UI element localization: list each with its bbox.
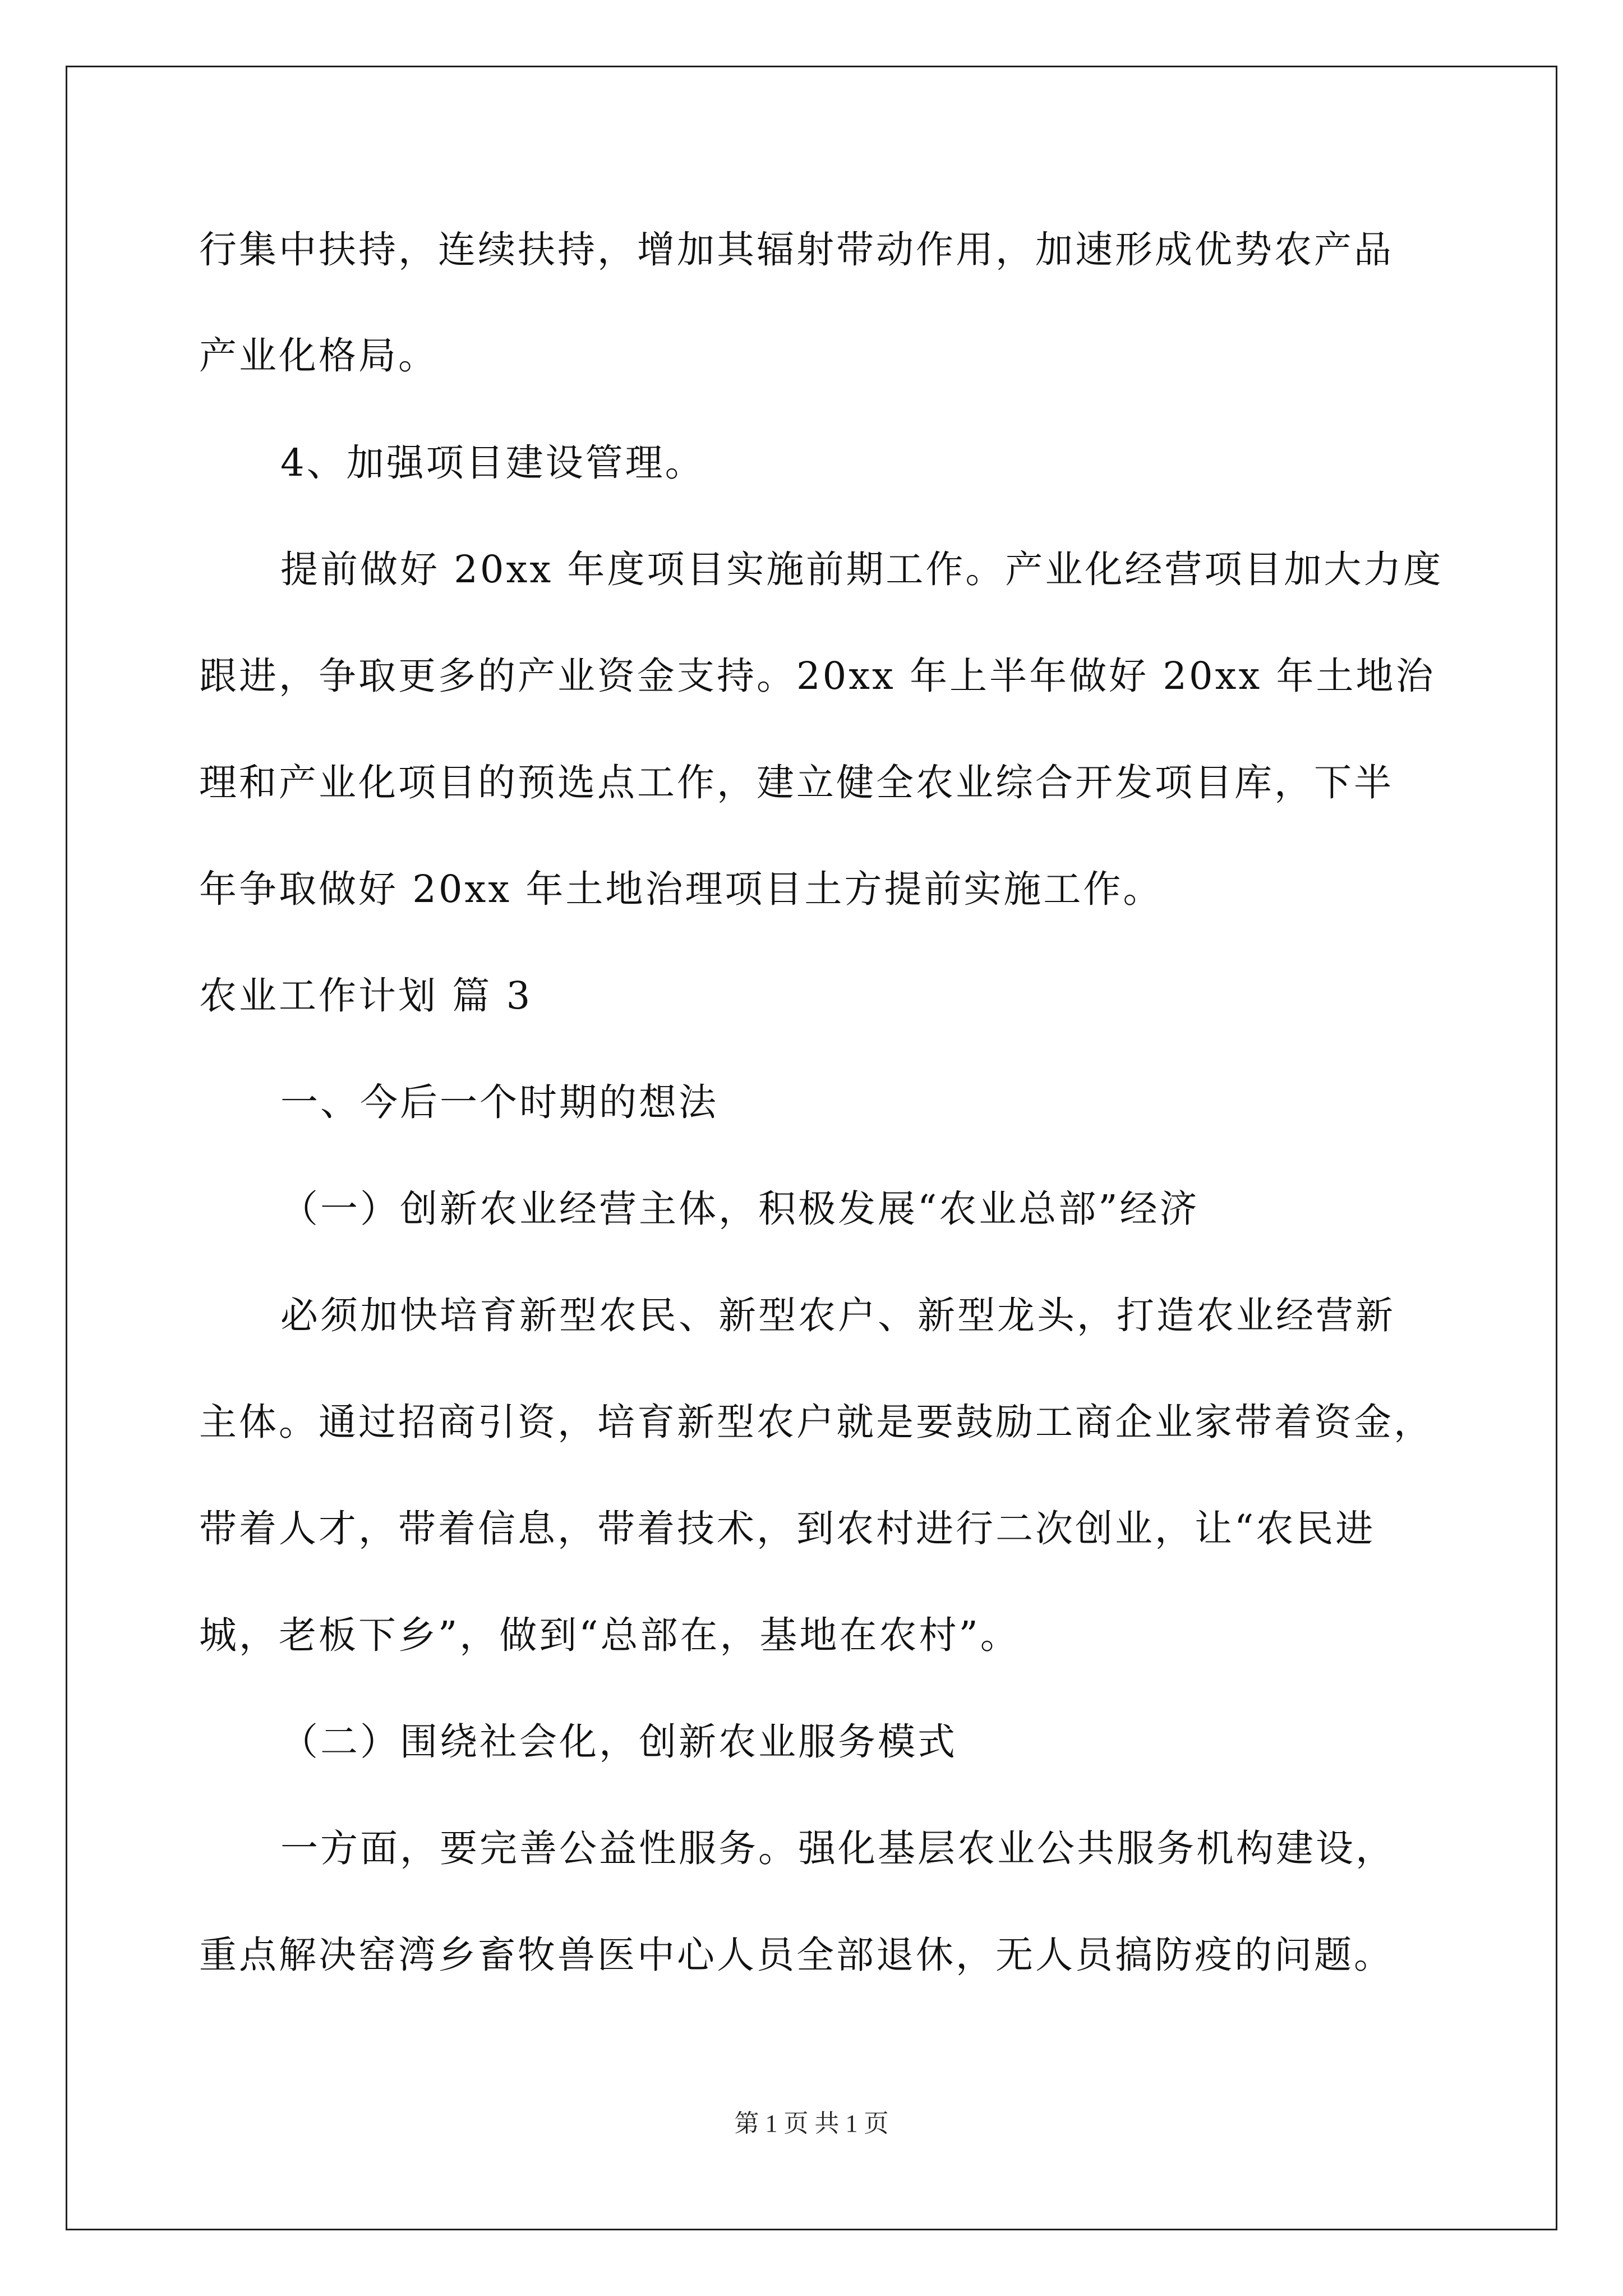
paragraph-line: 跟进，争取更多的产业资金支持。20xx 年上半年做好 20xx 年土地治: [199, 654, 1436, 698]
subsection-heading: （一）创新农业经营主体，积极发展“农业总部”经济: [280, 1187, 1200, 1231]
page-border: [66, 66, 1557, 2230]
paragraph-line: 城，老板下乡”，做到“总部在，基地在农村”。: [199, 1613, 1020, 1657]
paragraph-line: 重点解决窑湾乡畜牧兽医中心人员全部退休，无人员搞防疫的问题。: [199, 1933, 1394, 1977]
paragraph-line: 带着人才，带着信息，带着技术，到农村进行二次创业，让“农民进: [199, 1507, 1376, 1550]
paragraph-line: 必须加快培育新型农民、新型农户、新型龙头，打造农业经营新: [280, 1294, 1395, 1337]
paragraph-line: 产业化格局。: [199, 334, 438, 378]
paragraph-line: 年争取做好 20xx 年土地治理项目土方提前实施工作。: [199, 867, 1163, 911]
section-heading: 一、今后一个时期的想法: [280, 1080, 718, 1124]
chapter-title: 农业工作计划 篇 3: [199, 974, 533, 1018]
paragraph-line: 提前做好 20xx 年度项目实施前期工作。产业化经营项目加大力度: [280, 547, 1444, 591]
paragraph-line: 理和产业化项目的预选点工作，建立健全农业综合开发项目库，下半: [199, 761, 1394, 804]
paragraph-line: 一方面，要完善公益性服务。强化基层农业公共服务机构建设，: [280, 1826, 1395, 1870]
section-heading: 4、加强项目建设管理。: [280, 441, 705, 485]
subsection-heading: （二）围绕社会化，创新农业服务模式: [280, 1720, 957, 1764]
paragraph-line: 主体。通过招商引资，培育新型农户就是要鼓励工商企业家带着资金，: [199, 1400, 1433, 1444]
paragraph-line: 行集中扶持，连续扶持，增加其辐射带动作用，加速形成优势农产品: [199, 228, 1394, 272]
page-footer: 第 1 页 共 1 页: [734, 2110, 889, 2137]
